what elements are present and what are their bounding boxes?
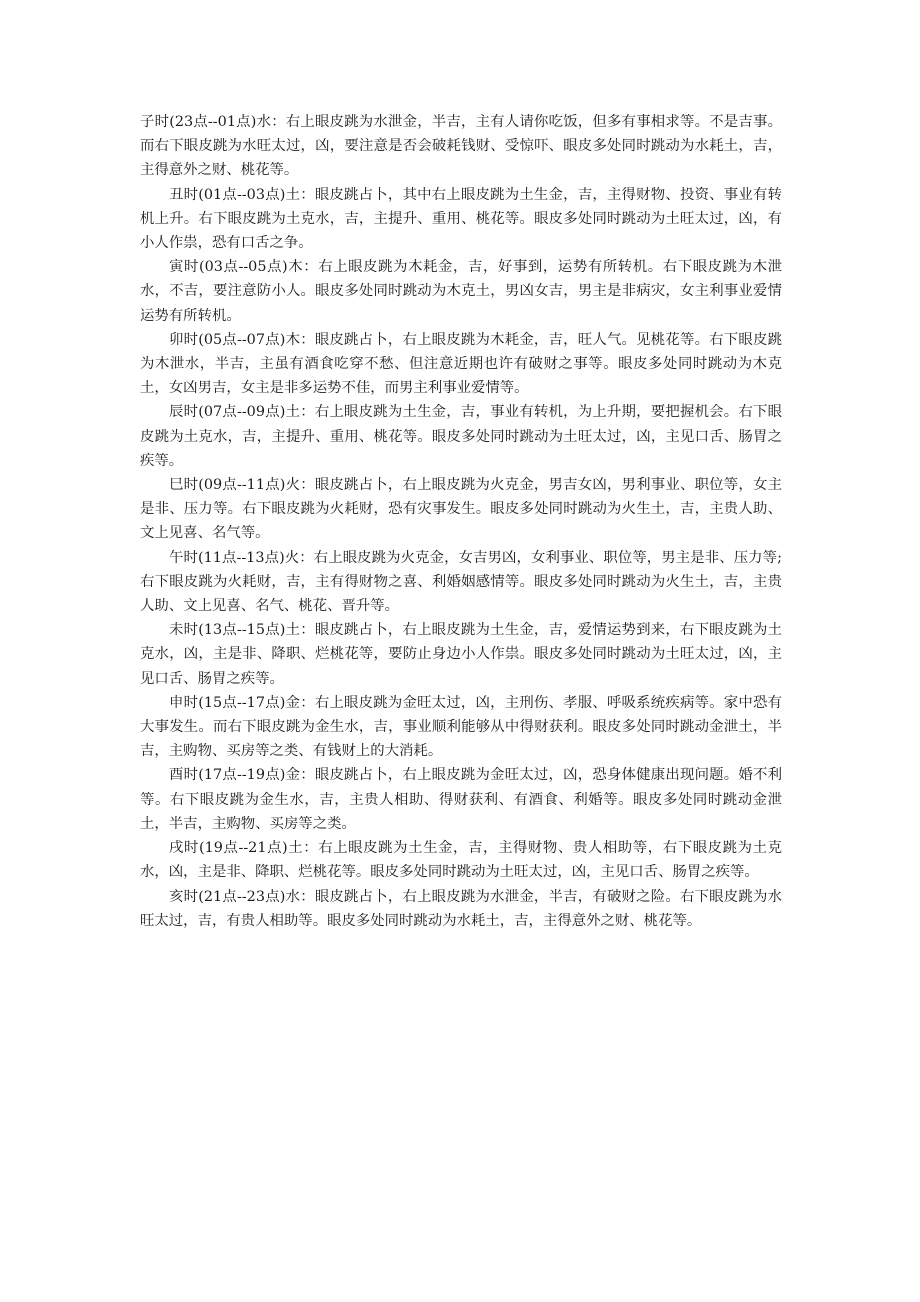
paragraph-mao-hour: 卯时(05点--07点)木：眼皮跳占卜，右上眼皮跳为木耗金，吉，旺人气。见桃花等。右下眼皮跳为木泄水，半吉，主虽有酒食吃穿不愁、但注意近期也许有破财之事等。眼皮多处同时跳动为木克土，女凶男吉，女主是非多运势不佳，而男主利事业爱情等。 <box>140 331 782 397</box>
paragraph-chen-hour: 辰时(07点--09点)土：右上眼皮跳为土生金，吉，事业有转机，为上升期，要把握机会。右下眼皮跳为土克水，吉，主提升、重用、桃花等。眼皮多处同时跳动为土旺太过，凶，主见口舌、肠胃之疾等。 <box>140 404 782 469</box>
paragraph-zi-hour: 子时(23点--01点)水：右上眼皮跳为水泄金，半吉，主有人请你吃饭，但多有事相求等。不是吉事。而右下眼皮跳为水旺太过，凶，要注意是否会破耗钱财、受惊吓、眼皮多处同时跳动为水耗土，吉，主得意外之财、桃花等。 <box>140 114 782 179</box>
paragraph-hai-hour: 亥时(21点--23点)水：眼皮跳占卜，右上眼皮跳为水泄金，半吉，有破财之险。右下眼皮跳为水旺太过，吉，有贵人相助等。眼皮多处同时跳动为水耗土，吉，主得意外之财、桃花等。 <box>140 888 782 929</box>
paragraph-wu-hour: 午时(11点--13点)火：右上眼皮跳为火克金，女吉男凶，女利事业、职位等，男主是非、压力等;右下眼皮跳为火耗财，吉，主有得财物之喜、利婚姻感情等。眼皮多处同时跳动为火生土，吉，主贵人助、文上见喜、名气、桃花、晋升等。 <box>140 549 782 615</box>
paragraph-wei-hour: 未时(13点--15点)土：眼皮跳占卜，右上眼皮跳为土生金，吉，爱情运势到来，右下眼皮跳为土克水，凶，主是非、降职、烂桃花等，要防止身边小人作祟。眼皮多处同时跳动为土旺太过，凶，主见口舌、肠胃之疾等。 <box>140 622 782 687</box>
paragraph-si-hour: 巳时(09点--11点)火：眼皮跳占卜，右上眼皮跳为火克金，男吉女凶，男利事业、职位等，女主是非、压力等。右下眼皮跳为火耗财，恐有灾事发生。眼皮多处同时跳动为火生土，吉，主贵人助、文上见喜、名气等。 <box>140 477 782 542</box>
paragraph-you-hour: 酉时(17点--19点)金：眼皮跳占卜，右上眼皮跳为金旺太过，凶，恐身体健康出现问题。婚不利等。右下眼皮跳为金生水，吉，主贵人相助、得财获利、有酒食、利婚等。眼皮多处同时跳动金泄土，半吉，主购物、买房等之类。 <box>140 767 782 832</box>
paragraph-chou-hour: 丑时(01点--03点)土：眼皮跳占卜，其中右上眼皮跳为土生金，吉，主得财物、投资、事业有转机上升。右下眼皮跳为土克水，吉，主提升、重用、桃花等。眼皮多处同时跳动为土旺太过，凶，有小人作祟，恐有口舌之争。 <box>140 186 782 252</box>
paragraph-yin-hour: 寅时(03点--05点)木：右上眼皮跳为木耗金，吉，好事到，运势有所转机。右下眼皮跳为木泄水，不吉，要注意防小人。眼皮多处同时跳动为木克土，男凶女吉，男主是非病灾，女主利事业爱情运势有所转机。 <box>140 259 782 324</box>
paragraph-xu-hour: 戌时(19点--21点)土：右上眼皮跳为土生金，吉，主得财物、贵人相助等，右下眼皮跳为土克水，凶，主是非、降职、烂桃花等。眼皮多处同时跳动为土旺太过，凶，主见口舌、肠胃之疾等。 <box>140 840 782 881</box>
paragraph-shen-hour: 申时(15点--17点)金：右上眼皮跳为金旺太过，凶，主刑伤、孝服、呼吸系统疾病等。家中恐有大事发生。而右下眼皮跳为金生水，吉，事业顺利能够从中得财获利。眼皮多处同时跳动金泄土，半吉，主购物、买房等之类、有钱财上的大消耗。 <box>140 694 782 760</box>
document-body <box>140 110 782 933</box>
